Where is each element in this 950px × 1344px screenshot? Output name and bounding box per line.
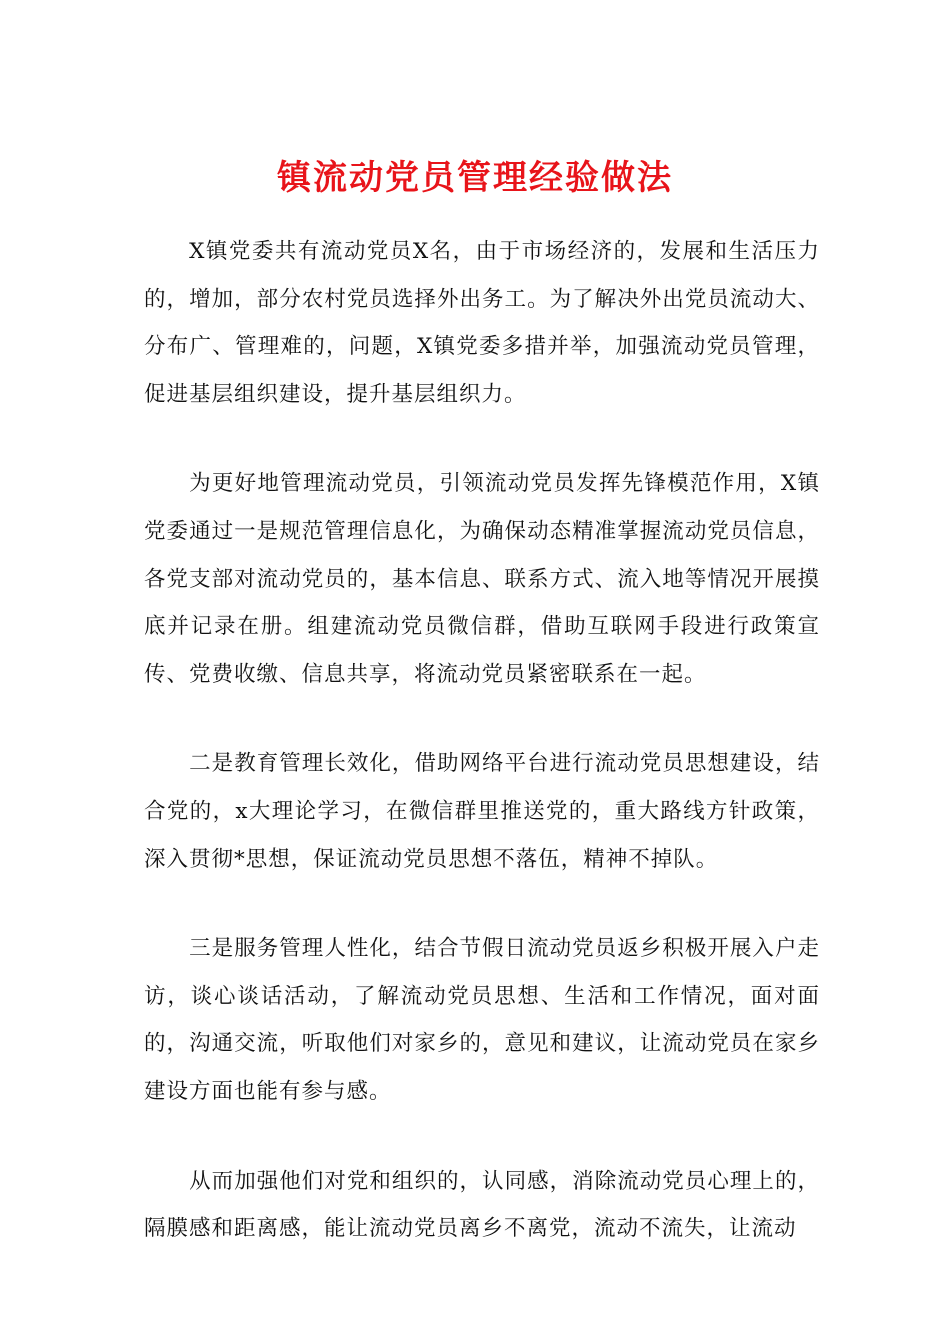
paragraph-2: 为更好地管理流动党员，引领流动党员发挥先锋模范作用，X镇党委通过一是规范管理信息化，为确保动态精准掌握流动党员信息，各党支部对流动党员的，基本信息、联系方式、流入地等情况开展摸底并记录在册。组建流动党员微信群，借助互联网手段进行政策宣传、党费收缴、信息共享，将流动党员紧密联系在一起。 bbox=[144, 471, 820, 687]
paragraph-5: 从而加强他们对党和组织的，认同感，消除流动党员心理上的，隔膜感和距离感，能让流动党员离乡不离党，流动不流失，让流动 bbox=[144, 1168, 820, 1242]
paragraph-1: X镇党委共有流动党员X名，由于市场经济的，发展和生活压力的，增加，部分农村党员选择外出务工。为了解决外出党员流动大、分布广、管理难的，问题，X镇党委多措并举，加强流动党员管理，促进基层组织建设，提升基层组织力。 bbox=[144, 239, 820, 407]
document-body bbox=[144, 228, 820, 1295]
paragraph-3: 二是教育管理长效化，借助网络平台进行流动党员思想建设，结合党的，x大理论学习，在微信群里推送党的，重大路线方针政策，深入贯彻*思想，保证流动党员思想不落伍，精神不掉队。 bbox=[144, 751, 820, 872]
paragraph-4: 三是服务管理人性化，结合节假日流动党员返乡积极开展入户走访，谈心谈话活动，了解流动党员思想、生活和工作情况，面对面的，沟通交流，听取他们对家乡的，意见和建议，让流动党员在家乡建设方面也能有参与感。 bbox=[144, 936, 820, 1104]
document-title: 镇流动党员管理经验做法 bbox=[277, 158, 673, 198]
